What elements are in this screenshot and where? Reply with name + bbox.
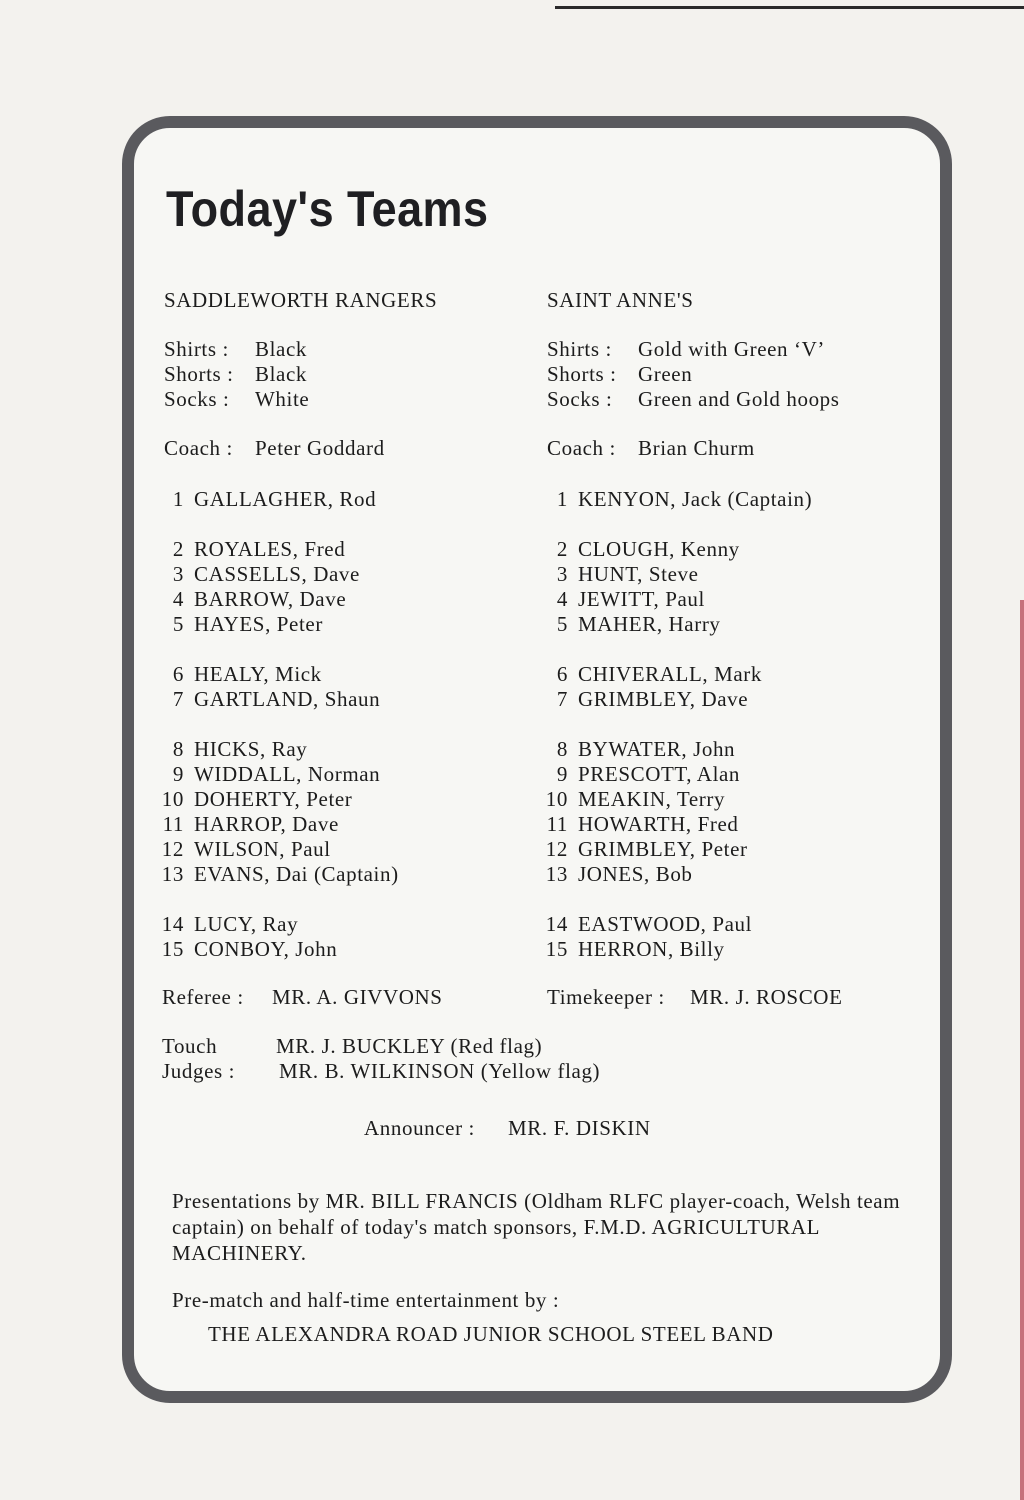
home-kit-list <box>164 337 309 412</box>
away-coach: Coach : Brian Churm <box>547 436 755 460</box>
list-item: 7 GRIMBLEY, Dave <box>556 687 749 711</box>
list-item: 3 CASSELLS, Dave <box>172 562 360 586</box>
touch-judges-label-1: Touch <box>162 1034 218 1058</box>
home-coach: Coach : Peter Goddard <box>164 436 385 460</box>
presentations-note: Presentations by MR. BILL FRANCIS (Oldham RLFC player-coach, Welsh team captain) on behalf of today's match sponsors, F.M.D. AGRICULTURAL MACHINERY. <box>172 1189 901 1265</box>
list-item: 15 HERRON, Billy <box>545 937 725 961</box>
timekeeper-label: Timekeeper : <box>547 985 665 1009</box>
home-kit-shorts: Shorts : Black <box>164 362 307 386</box>
home-player-list <box>154 487 399 987</box>
paper-edge-top <box>555 6 1024 9</box>
home-team-name: SADDLEWORTH RANGERS <box>164 288 438 312</box>
list-item: 2 ROYALES, Fred <box>172 537 346 561</box>
touch-judge-1: MR. J. BUCKLEY (Red flag) <box>276 1034 543 1058</box>
touch-judge-2: MR. B. WILKINSON (Yellow flag) <box>279 1059 601 1083</box>
entertainment-band: THE ALEXANDRA ROAD JUNIOR SCHOOL STEEL BAND <box>208 1322 774 1346</box>
home-kit-socks: Socks : White <box>164 387 310 411</box>
list-item: 1 KENYON, Jack (Captain) <box>556 487 813 511</box>
touch-judges-label-2: Judges : <box>162 1059 236 1083</box>
home-kit-shirts: Shirts : Black <box>164 337 307 361</box>
away-player-list <box>538 487 812 987</box>
page-title: Today's Teams <box>166 181 489 237</box>
referee-label: Referee : <box>162 985 244 1009</box>
list-item: 3 HUNT, Steve <box>556 562 699 586</box>
away-kit-shirts: Shirts : Gold with Green ‘V’ <box>547 337 825 361</box>
list-item: 9 PRESCOTT, Alan <box>556 762 741 786</box>
paper-edge-right <box>1020 600 1024 1500</box>
announcer-name: MR. F. DISKIN <box>508 1116 651 1140</box>
list-item: 15 CONBOY, John <box>161 937 338 961</box>
list-item: 10 MEAKIN, Terry <box>545 787 726 811</box>
list-item: 12 GRIMBLEY, Peter <box>545 837 748 861</box>
list-item: 5 MAHER, Harry <box>556 612 721 636</box>
away-team-name: SAINT ANNE'S <box>547 288 694 312</box>
away-kit-socks: Socks : Green and Gold hoops <box>547 387 840 411</box>
list-item: 4 JEWITT, Paul <box>556 587 705 611</box>
entertainment-intro: Pre-match and half-time entertainment by : <box>172 1288 560 1312</box>
list-item: 6 CHIVERALL, Mark <box>556 662 762 686</box>
list-item: 12 WILSON, Paul <box>161 837 331 861</box>
list-item: 2 CLOUGH, Kenny <box>556 537 740 561</box>
list-item: 14 LUCY, Ray <box>161 912 299 936</box>
away-kit-shorts: Shorts : Green <box>547 362 693 386</box>
announcer-label: Announcer : <box>364 1116 475 1140</box>
referee-name: MR. A. GIVVONS <box>272 985 443 1009</box>
list-item: 4 BARROW, Dave <box>172 587 347 611</box>
list-item: 14 EASTWOOD, Paul <box>545 912 753 936</box>
list-item: 8 BYWATER, John <box>556 737 736 761</box>
list-item: 11 HARROP, Dave <box>162 812 339 836</box>
away-kit-list <box>547 337 840 412</box>
list-item: 13 JONES, Bob <box>545 862 693 886</box>
list-item: 1 GALLAGHER, Rod <box>172 487 377 511</box>
list-item: 13 EVANS, Dai (Captain) <box>161 862 399 886</box>
list-item: 6 HEALY, Mick <box>172 662 322 686</box>
list-item: 8 HICKS, Ray <box>172 737 308 761</box>
list-item: 11 HOWARTH, Fred <box>546 812 739 836</box>
list-item: 5 HAYES, Peter <box>172 612 323 636</box>
list-item: 7 GARTLAND, Shaun <box>172 687 381 711</box>
timekeeper-name: MR. J. ROSCOE <box>690 985 843 1009</box>
list-item: 9 WIDDALL, Norman <box>172 762 381 786</box>
list-item: 10 DOHERTY, Peter <box>161 787 353 811</box>
